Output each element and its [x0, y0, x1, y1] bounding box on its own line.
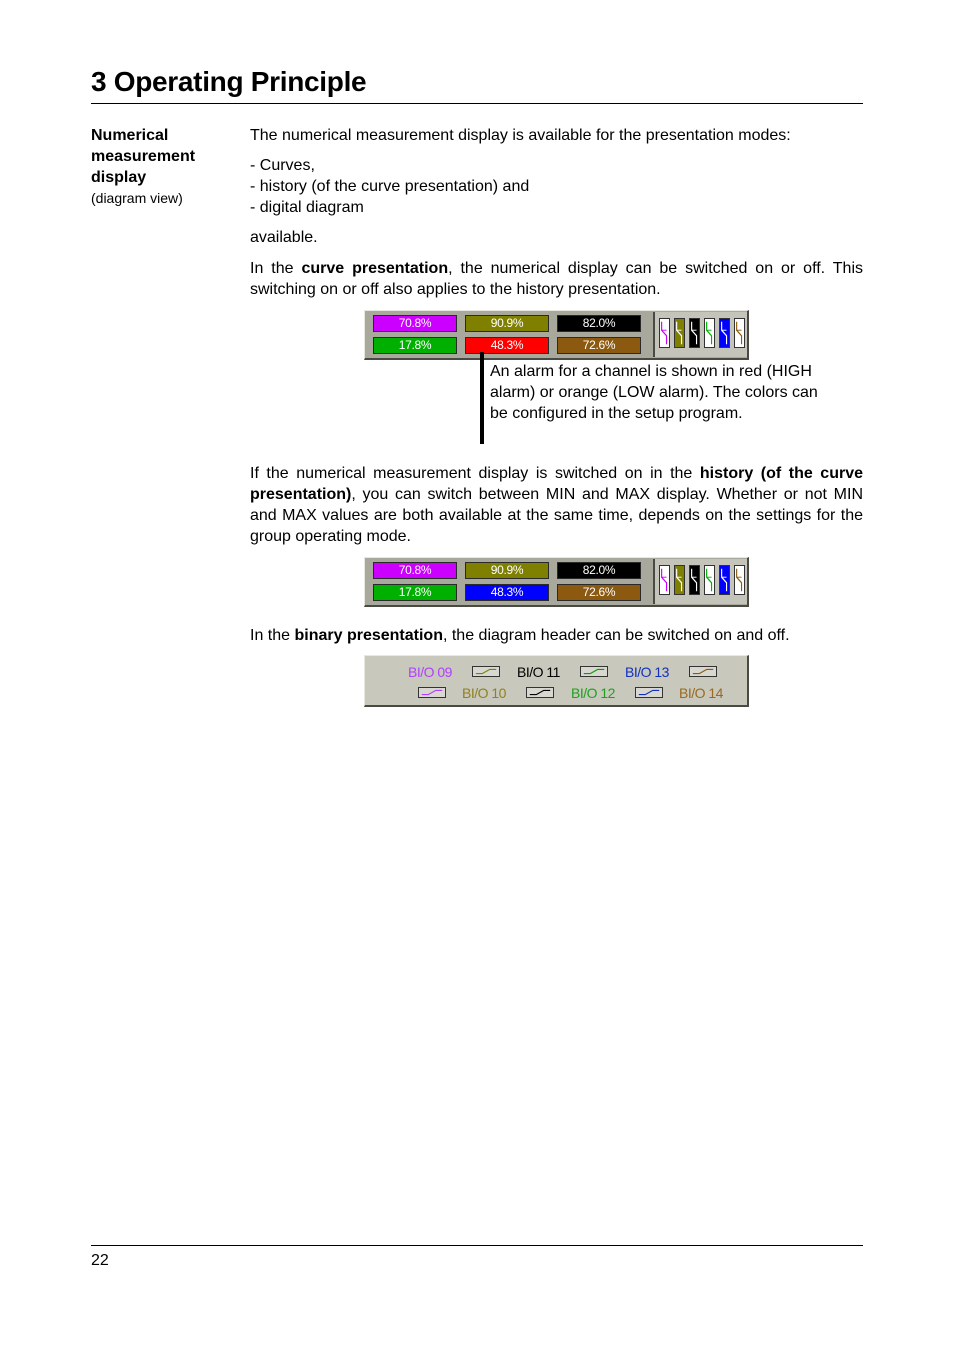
- binary-channel-label: BI/O 09: [408, 664, 452, 680]
- title-rule: [91, 103, 863, 104]
- binary-switch-icon: [472, 666, 500, 677]
- bold-term: binary presentation: [294, 627, 443, 644]
- channel-4-icon: [704, 318, 715, 348]
- binary-channel-label: BI/O 13: [625, 664, 669, 680]
- value-cell: 90.9%: [465, 315, 549, 332]
- margin-note-title: Numerical measurement display: [91, 127, 196, 186]
- value-cell: 17.8%: [373, 337, 457, 354]
- value-cell: 90.9%: [465, 562, 549, 579]
- value-cell: 72.6%: [557, 584, 641, 601]
- footer-rule: [91, 1245, 863, 1246]
- intro-list: [250, 155, 863, 218]
- paragraph-history: [250, 463, 863, 547]
- channel-5-icon: [719, 318, 730, 348]
- channel-3-icon: [689, 318, 700, 348]
- channel-6-icon: [734, 318, 745, 348]
- binary-channel-label: BI/O 11: [517, 664, 560, 680]
- channel-2-icon: [674, 565, 685, 595]
- channel-5-icon: [719, 565, 730, 595]
- value-cell: 82.0%: [557, 315, 641, 332]
- paragraph-binary: [250, 625, 863, 646]
- list-item: - history (of the curve presentation) and: [250, 178, 530, 195]
- binary-channel-label: BI/O 14: [679, 685, 723, 701]
- channel-1-icon: [659, 318, 670, 348]
- value-cell-alarm: 48.3%: [465, 337, 549, 354]
- list-item: - digital diagram: [250, 199, 364, 216]
- chapter-title: 3 Operating Principle: [91, 66, 367, 97]
- text-run: If the numerical measurement display is switched on in the: [250, 465, 700, 482]
- intro-sentence: The numerical measurement display is available for the presentation modes:: [250, 127, 791, 144]
- text-run: , the numerical display can be switched on or off. This switching on or off also applies to the history presentation.: [250, 260, 863, 298]
- bold-term: history (of the curve presentation): [250, 465, 863, 503]
- text-run: In the: [250, 627, 295, 644]
- channel-icon-strip: [653, 312, 747, 357]
- channel-3-icon: [689, 565, 700, 595]
- margin-note-subtitle: (diagram view): [91, 190, 183, 206]
- binary-switch-icon: [689, 666, 717, 677]
- channel-2-icon: [674, 318, 685, 348]
- text-run: , you can switch between MIN and MAX display. Whether or not MIN and MAX values are both available at the same time, depends on the settings for the group operating mode.: [250, 486, 863, 545]
- text-run: , the diagram header can be switched on and off.: [442, 627, 790, 644]
- paragraph-curve: [250, 258, 863, 300]
- binary-channel-label: BI/O 12: [571, 685, 615, 701]
- binary-switch-icon: [526, 687, 554, 698]
- channel-4-icon: [704, 565, 715, 595]
- text-run: In the: [250, 260, 302, 277]
- value-cell: 17.8%: [373, 584, 457, 601]
- numeric-display-panel-curve: [364, 310, 749, 360]
- value-cell: 70.8%: [373, 315, 457, 332]
- binary-switch-icon: [580, 666, 608, 677]
- margin-note: [91, 125, 241, 209]
- intro-tail: available.: [250, 229, 318, 246]
- value-cell: 48.3%: [465, 584, 549, 601]
- channel-6-icon: [734, 565, 745, 595]
- binary-header-panel: [364, 655, 749, 707]
- callout-line: [480, 352, 484, 444]
- callout-text: An alarm for a channel is shown in red (HIGH alarm) or orange (LOW alarm). The colors can be configured in the setup program.: [490, 363, 818, 422]
- value-cell: 72.6%: [557, 337, 641, 354]
- binary-channel-label: BI/O 10: [462, 685, 506, 701]
- page-number: 22: [91, 1252, 109, 1269]
- bold-term: curve presentation: [301, 260, 449, 277]
- value-cell: 82.0%: [557, 562, 641, 579]
- value-cell: 70.8%: [373, 562, 457, 579]
- binary-switch-icon: [635, 687, 663, 698]
- list-item: - Curves,: [250, 157, 315, 174]
- binary-switch-icon: [418, 687, 446, 698]
- channel-1-icon: [659, 565, 670, 595]
- channel-icon-strip: [653, 559, 747, 604]
- numeric-display-panel-history: [364, 557, 749, 607]
